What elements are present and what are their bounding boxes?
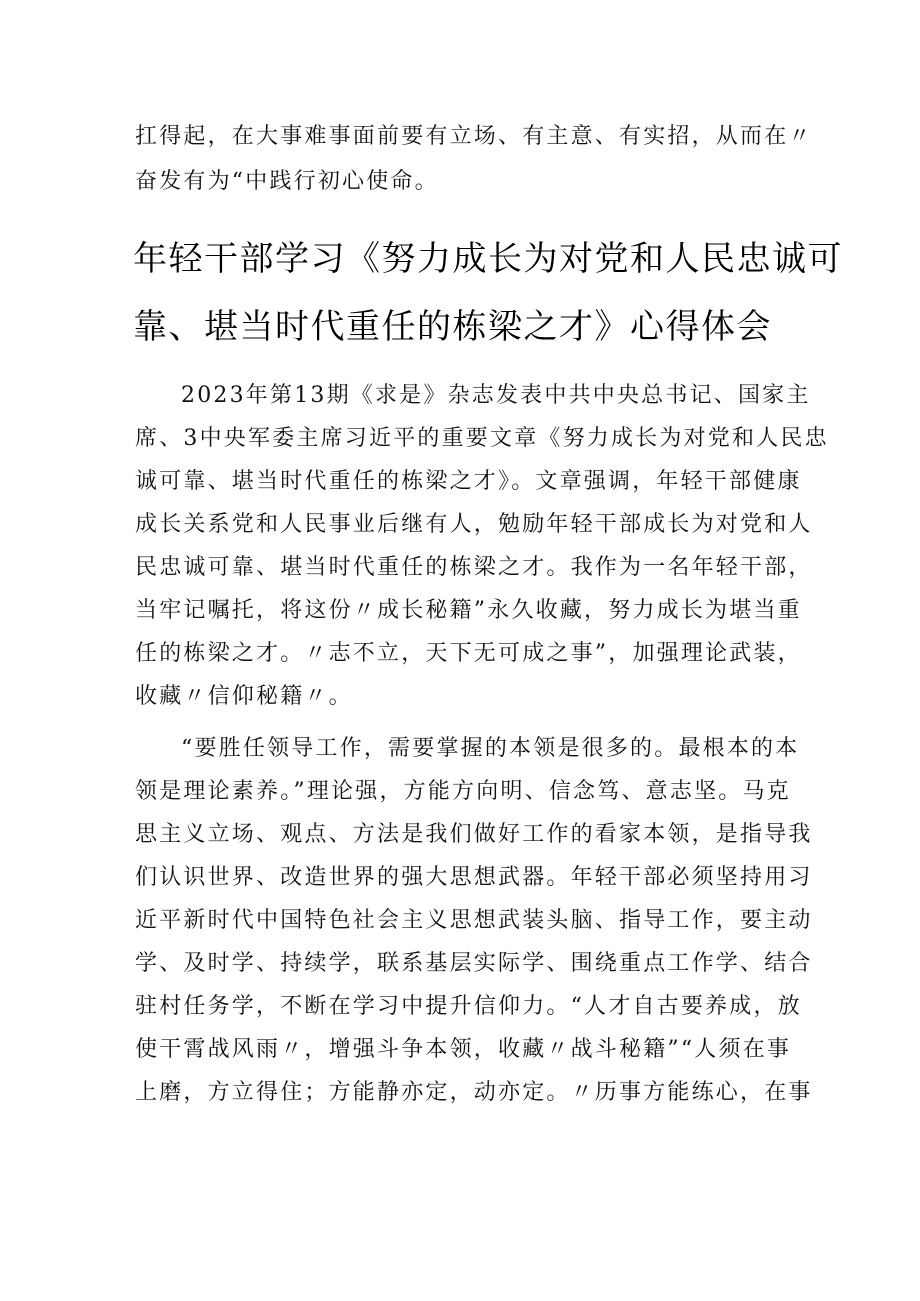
paragraph-line: 们认识世界、改造世界的强大思想武器。年轻干部必须坚持用习 <box>135 865 813 890</box>
paragraph-line: 思主义立场、观点、方法是我们做好工作的看家本领，是指导我 <box>135 822 813 847</box>
paragraph-line: 收藏〃信仰秘籍〃。 <box>135 684 353 709</box>
intro-line: 奋发有为“中践行初心使命。 <box>135 169 439 194</box>
paragraph-line: 上磨，方立得住；方能静亦定，动亦定。〃历事方能练心，在事 <box>135 1080 813 1105</box>
paragraph-line: 席、3中央军委主席习近平的重要文章《努力成长为对党和人民忠 <box>135 426 829 451</box>
paragraph-line: 成长关系党和人民事业后继有人，勉励年轻干部成长为对党和人 <box>135 512 813 537</box>
article-title-line: 年轻干部学习《努力成长为对党和人民忠诚可 <box>133 239 843 279</box>
paragraph-line: “要胜任领导工作，需要掌握的本领是很多的。最根本的本 <box>181 736 800 761</box>
intro-line: 扛得起，在大事难事面前要有立场、有主意、有实招，从而在〃 <box>135 124 813 149</box>
paragraph-line: 近平新时代中国特色社会主义思想武装头脑、指导工作，要主动 <box>135 908 813 933</box>
paragraph-line: 诚可靠、堪当时代重任的栋梁之才》。文章强调，年轻干部健康 <box>135 469 802 494</box>
paragraph-line: 民忠诚可靠、堪当时代重任的栋梁之才。我作为一名年轻干部， <box>135 555 813 580</box>
paragraph-line: 使干霄战风雨〃，增强斗争本领，收藏〃战斗秘籍”“人须在事 <box>135 1037 792 1062</box>
paragraph-line: 学、及时学、持续学，联系基层实际学、围绕重点工作学、结合 <box>135 951 813 976</box>
paragraph-line: 2023年第13期《求是》杂志发表中共中央总书记、国家主 <box>181 383 811 408</box>
paragraph-line: 当牢记嘱托，将这份〃成长秘籍”永久收藏，努力成长为堪当重 <box>135 598 802 623</box>
article-title-line: 靠、堪当时代重任的栋梁之才》心得体会 <box>133 307 772 347</box>
paragraph-line: 领是理论素养。”理论强，方能方向明、信念笃、意志坚。马克 <box>135 779 791 804</box>
paragraph-line: 驻村任务学，不断在学习中提升信仰力。“人才自古要养成，放 <box>135 994 802 1019</box>
paragraph-line: 任的栋梁之才。〃志不立，天下无可成之事”，加强理论武装， <box>135 641 802 666</box>
